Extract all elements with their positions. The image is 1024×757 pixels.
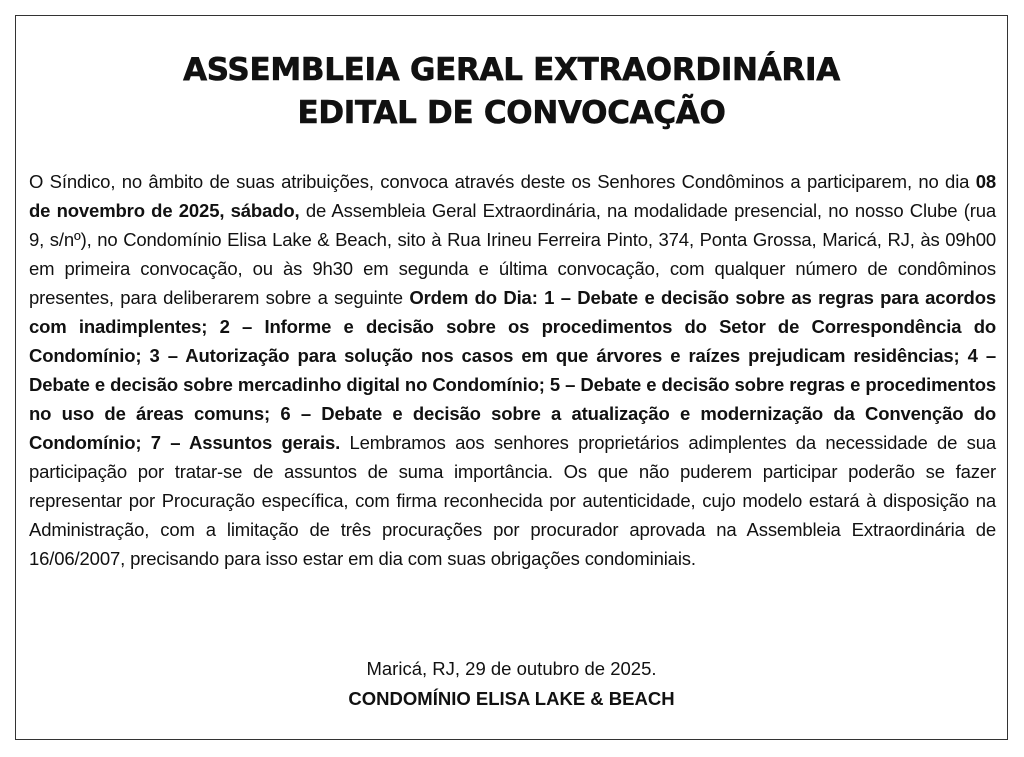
place-date: Maricá, RJ, 29 de outubro de 2025. [366,658,657,679]
notice-frame [15,15,1008,740]
body-intro-text: O Síndico, no âmbito de suas atribuições, convoca através deste os Senhores Condôminos a participarem, no dia [29,171,976,192]
signature-block [16,654,1007,714]
body-location-text: de Assembleia Geral Extraordinária, na modalidade presencial, no nosso Clube (rua 9, s/nº), no Condomínio Elisa Lake & Beach, sito à Rua Irineu Ferreira Pinto, 374, Ponta Grossa, Maricá, RJ, às 09h00 em primeira convocação, ou às 9h30 em segunda e última convocação, com qualquer número de condôminos presentes, para deliberarem sobre a seguinte [29,200,996,308]
notice-body [29,167,996,573]
agenda-items: Ordem do Dia: 1 – Debate e decisão sobre as regras para acordos com inadimplentes; 2 – Informe e decisão sobre os procedimentos do Setor de Correspondência do Condomínio; 3 – Autorização para solução nos casos em que árvores e raízes prejudicam residências; 4 – Debate e decisão sobre mercadinho digital no Condomínio; 5 – Debate e decisão sobre regras e procedimentos no uso de áreas comuns; 6 – Debate e decisão sobre a atualização e modernização da Convenção do Condomínio; 7 – Assuntos gerais. [29,287,996,453]
notice-title [16,49,1007,135]
title-line-assembly: ASSEMBLEIA GERAL EXTRAORDINÁRIA [183,52,840,88]
body-closing-text: Lembramos aos senhores proprietários adimplentes da necessidade de sua participação por tratar-se de assuntos de suma importância. Os que não puderem participar poderão se fazer representar por Procuração específica, com firma reconhecida por autenticidade, cujo modelo estará à disposição na Administração, com a limitação de três procurações por procurador aprovada na Assembleia Extraordinária de 16/06/2007, precisando para isso estar em dia com suas obrigações condominiais. [29,432,997,569]
title-line-edict: EDITAL DE CONVOCAÇÃO [297,95,726,131]
organization-name: CONDOMÍNIO ELISA LAKE & BEACH [348,688,675,709]
meeting-date: 08 de novembro de 2025, sábado, [29,171,996,221]
